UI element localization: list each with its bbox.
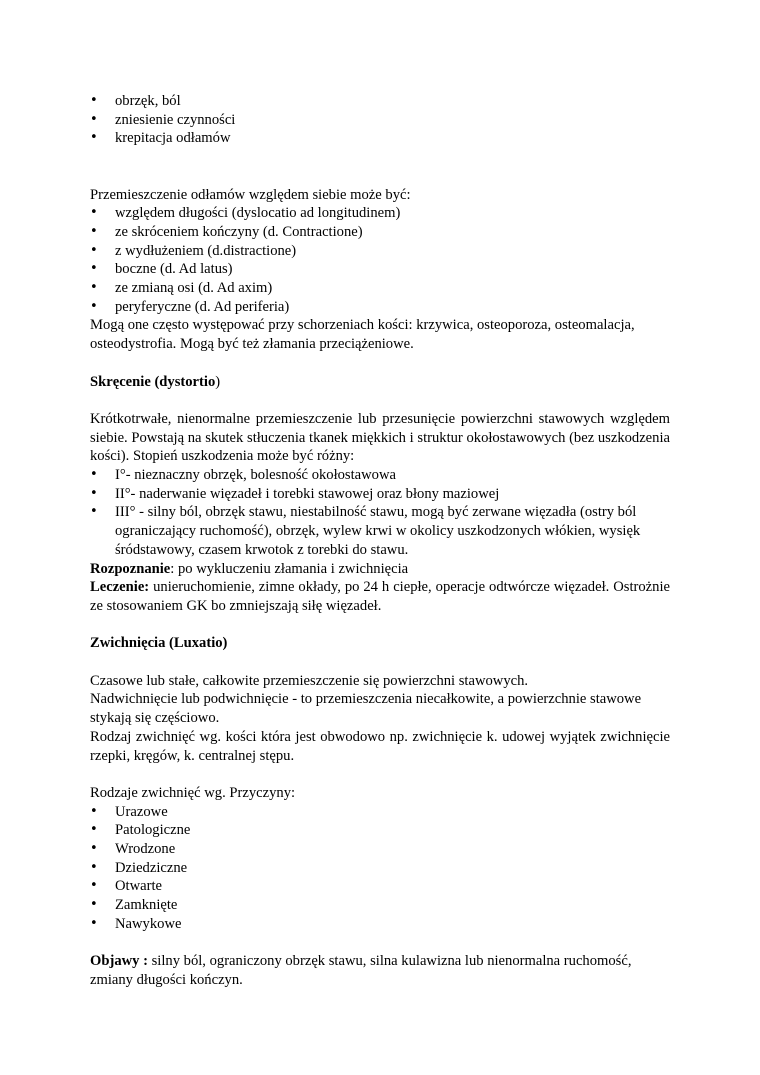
- dislocation-symptoms: [90, 952, 670, 989]
- sprain-diagnosis: [90, 560, 670, 579]
- symptoms-text: silny ból, ograniczony obrzęk stawu, silna kulawizna lub nienormalna ruchomość, zmiany długości kończyn.: [90, 953, 632, 988]
- symptom-list: [90, 92, 670, 148]
- dislocation-heading: Zwichnięcia (Luxatio): [90, 635, 228, 652]
- list-item: • Wrodzone: [90, 840, 670, 859]
- displacement-list: [90, 204, 670, 316]
- sprain-heading-rest: ): [215, 373, 221, 390]
- dislocation-definition: Czasowe lub stałe, całkowite przemieszczenie się powierzchni stawowych.: [90, 672, 529, 689]
- list-item: • boczne (d. Ad latus): [90, 260, 670, 279]
- displacement-intro: Przemieszczenie odłamów względem siebie może być:: [90, 186, 411, 203]
- list-item: • peryferyczne (d. Ad periferia): [90, 298, 670, 317]
- sprain-heading: [90, 373, 670, 392]
- list-item: • względem długości (dyslocatio ad longitudinem): [90, 204, 670, 223]
- treatment-label: Leczenie:: [90, 579, 150, 596]
- list-item: • II°- naderwanie więzadeł i torebki stawowej oraz błony maziowej: [90, 485, 670, 504]
- dislocation-types-intro: Rodzaje zwichnięć wg. Przyczyny:: [90, 784, 296, 801]
- sprain-heading-bold: Skręcenie (dystortio: [90, 373, 216, 390]
- dislocation-naming: Rodzaj zwichnięć wg. kości która jest obwodowo np. zwichnięcie k. udowej wyjątek zwichnięcie rzepki, kręgów, k. centralnej stępu.: [90, 728, 670, 764]
- list-item: • Nawykowe: [90, 915, 670, 934]
- list-item: • Otwarte: [90, 877, 670, 896]
- sprain-description: Krótkotrwałe, nienormalne przemieszczenie lub przesunięcie powierzchni stawowych względem siebie. Powstają na skutek stłuczenia tkanek miękkich i struktur okołostawowych (bez uszkodzenia kości). Stopień uszkodzenia może być różny:: [90, 410, 670, 465]
- displacement-note: Mogą one często występować przy schorzeniach kości: krzywica, osteoporoza, osteomalacja, osteodystrofia. Mogą być też złamania przeciążeniowe.: [90, 317, 635, 353]
- list-item: • I°- nieznaczny obrzęk, bolesność okołostawowa: [90, 466, 670, 485]
- dislocation-subluxation: Nadwichnięcie lub podwichnięcie - to przemieszczenia niecałkowite, a powierzchnie stawowe stykają się częściowo.: [90, 691, 642, 727]
- list-item: • Urazowe: [90, 803, 670, 822]
- dislocation-types-list: [90, 803, 670, 934]
- treatment-text: unieruchomienie, zimne okłady, po 24 h ciepłe, operacje odtwórcze więzadeł. Ostrożnie ze stosowaniem GK bo zmniejszają siłę więzadeł.: [90, 579, 670, 614]
- diagnosis-label: Rozpoznanie: [90, 560, 171, 577]
- list-item: • ze zmianą osi (d. Ad axim): [90, 279, 670, 298]
- list-item: • obrzęk, ból: [90, 92, 670, 111]
- list-item: • zniesienie czynności: [90, 111, 670, 130]
- document-body: [90, 92, 670, 990]
- list-item: • Zamknięte: [90, 896, 670, 915]
- list-item: • ze skróceniem kończyny (d. Contractione): [90, 223, 670, 242]
- list-item: • z wydłużeniem (d.distractione): [90, 242, 670, 261]
- symptoms-label: Objawy :: [90, 953, 148, 970]
- list-item: • III° - silny ból, obrzęk stawu, niestabilność stawu, mogą być zerwane więzadła (ostry ból ograniczający ruchomość), obrzęk, wylew krwi w okolicy uszkodzonych włókien, wysięk śródstawowy, czasem krwotok z torebki do stawu.: [90, 503, 670, 559]
- diagnosis-text: : po wykluczeniu złamania i zwichnięcia: [170, 560, 409, 577]
- list-item: • Patologiczne: [90, 821, 670, 840]
- sprain-degree-list: [90, 466, 670, 560]
- list-item: • Dziedziczne: [90, 859, 670, 878]
- list-item: • krepitacja odłamów: [90, 129, 670, 148]
- sprain-treatment: [90, 578, 670, 615]
